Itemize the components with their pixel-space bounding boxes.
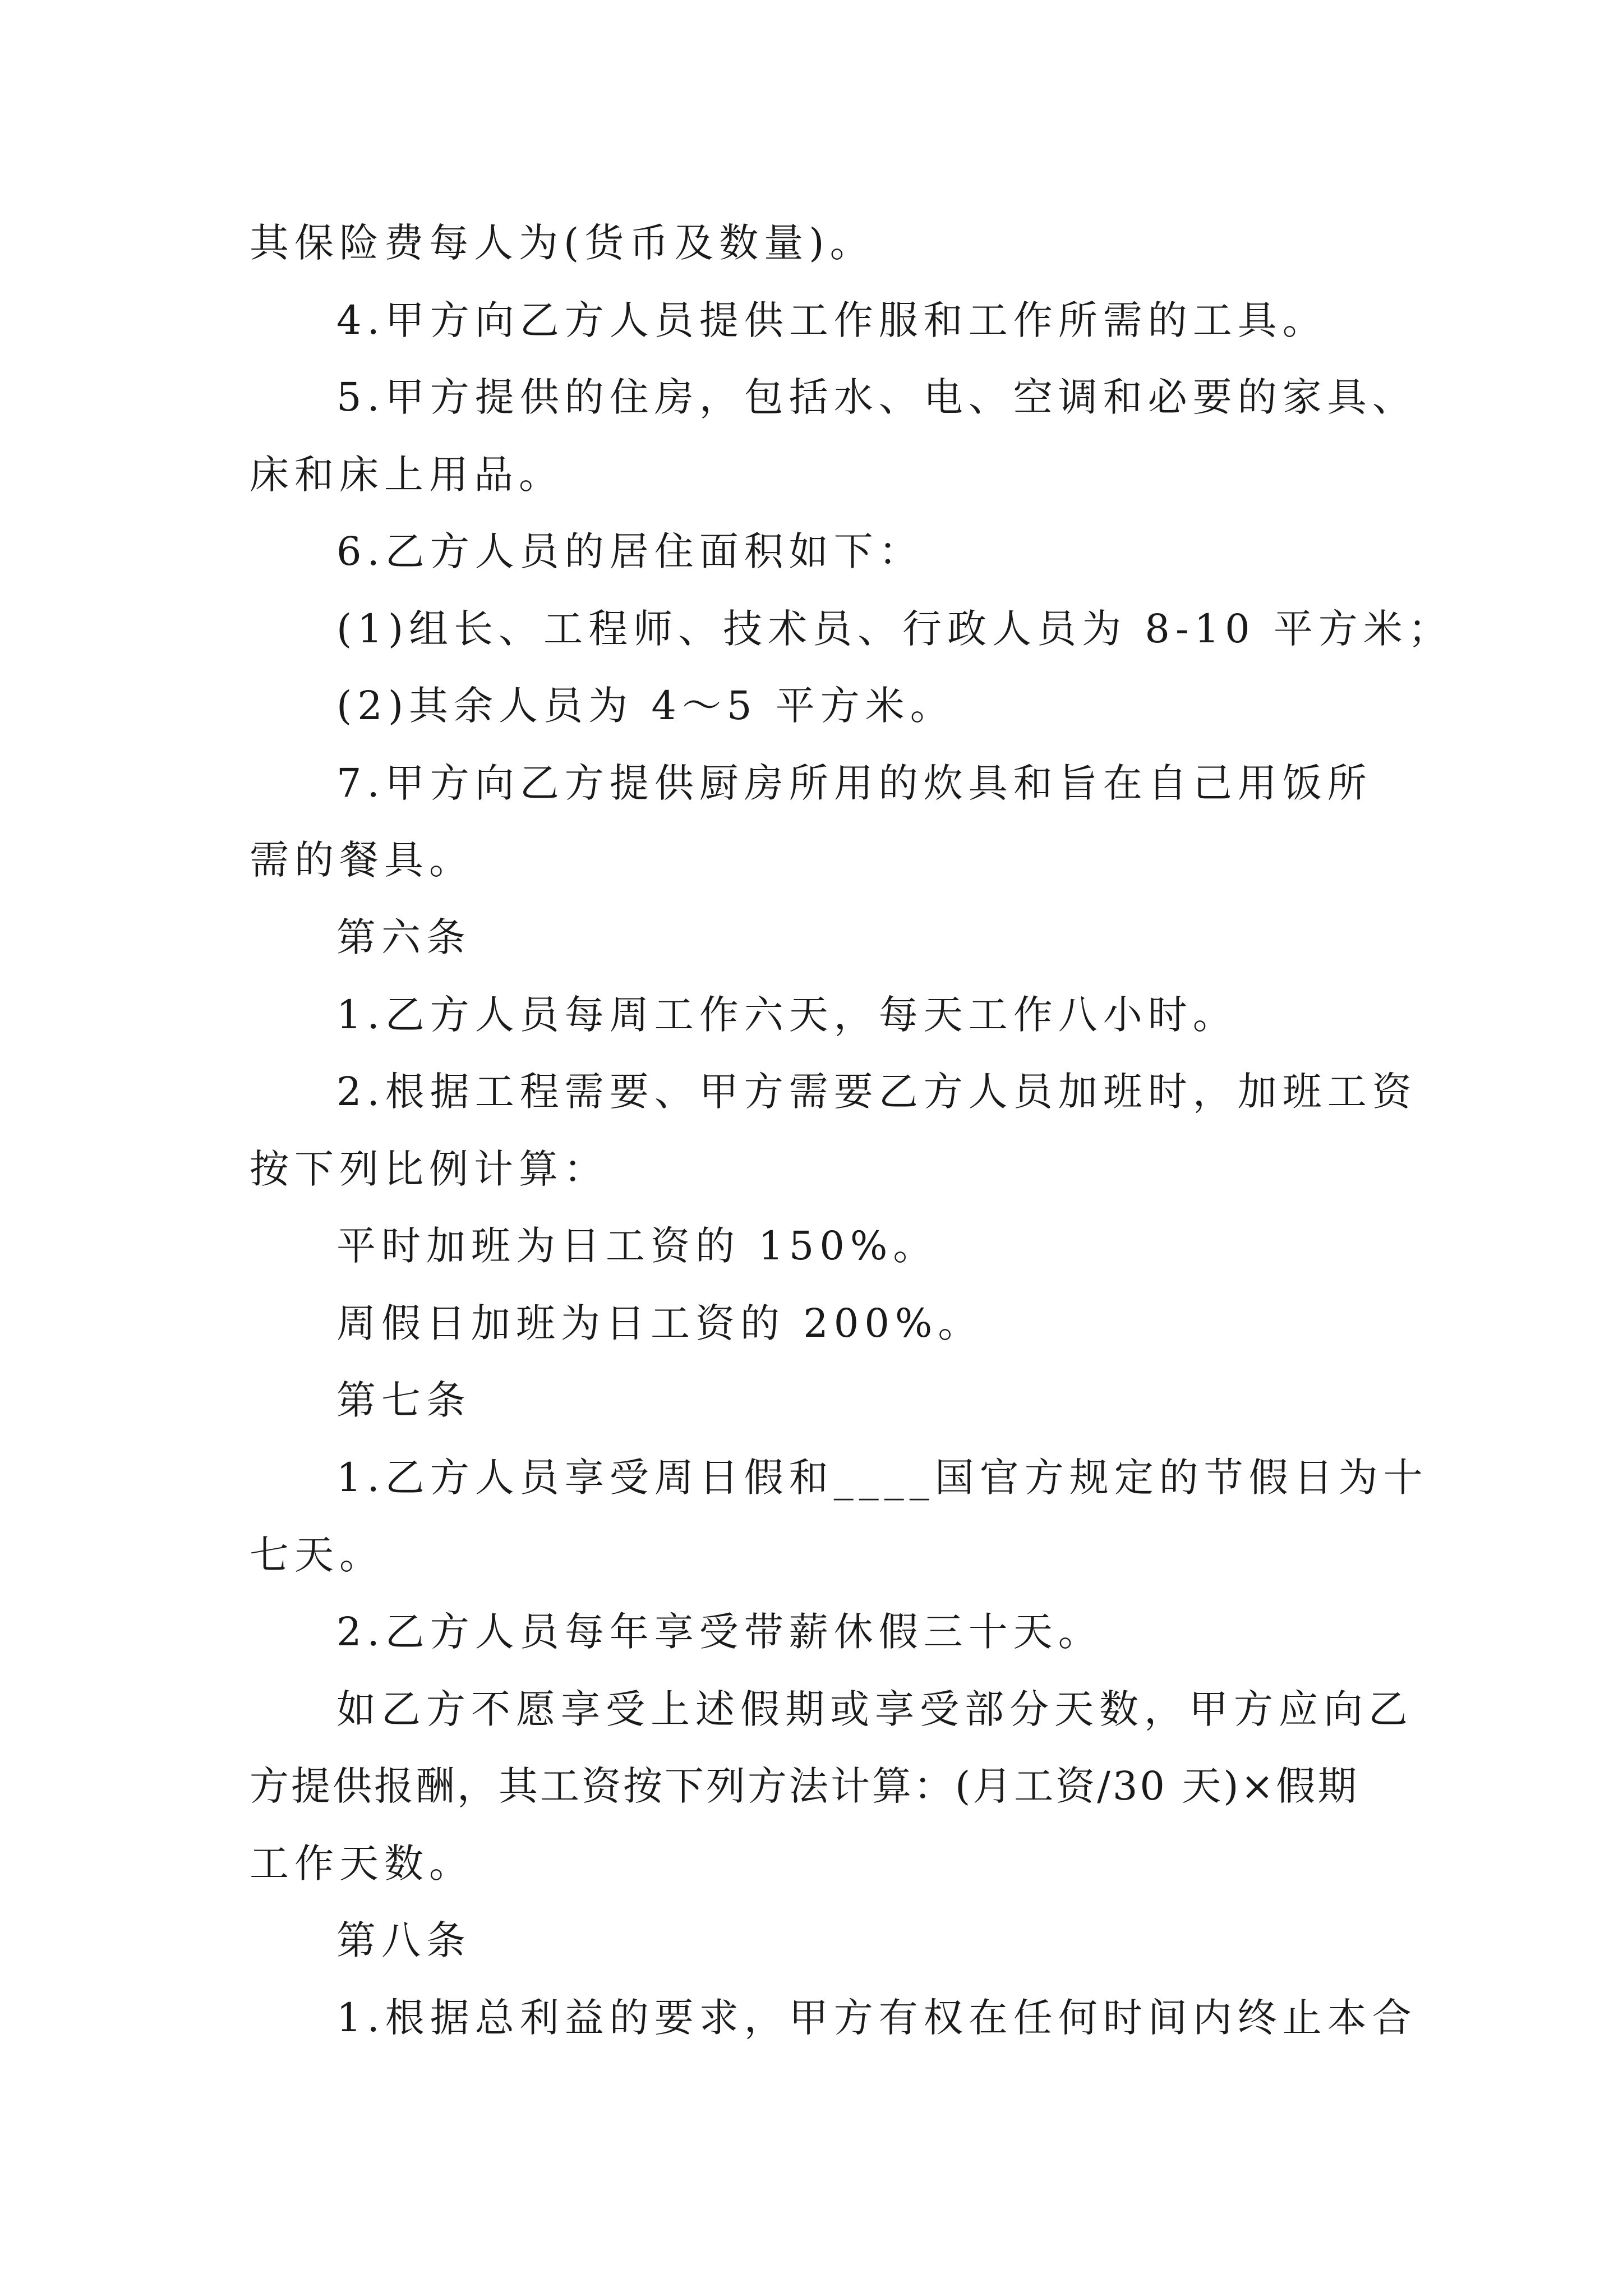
section-heading-8: 第八条 bbox=[336, 1917, 471, 1963]
line-14: 平时加班为日工资的 150%。 bbox=[336, 1223, 938, 1269]
line-22: 工作天数。 bbox=[250, 1841, 474, 1887]
line-9: 需的餐具。 bbox=[250, 837, 474, 883]
line-11: 1.乙方人员每周工作六天，每天工作八小时。 bbox=[336, 992, 1238, 1038]
section-heading-7: 第七条 bbox=[336, 1377, 471, 1423]
line-2: 4.甲方向乙方人员提供工作服和工作所需的工具。 bbox=[336, 297, 1327, 343]
line-17: 1.乙方人员享受周日假和____国官方规定的节假日为十 bbox=[336, 1455, 1428, 1501]
section-heading-6: 第六条 bbox=[336, 914, 471, 960]
line-7: (2)其余人员为 4～5 平方米。 bbox=[336, 683, 955, 729]
line-18: 七天。 bbox=[250, 1532, 384, 1578]
line-5: 6.乙方人员的居住面积如下： bbox=[336, 528, 924, 574]
line-12: 2.根据工程需要、甲方需要乙方人员加班时，加班工资 bbox=[336, 1069, 1417, 1115]
line-1: 其保险费每人为(货币及数量)。 bbox=[250, 220, 875, 266]
line-19: 2.乙方人员每年享受带薪休假三十天。 bbox=[336, 1609, 1103, 1655]
line-3: 5.甲方提供的住房，包括水、电、空调和必要的家具、 bbox=[336, 374, 1417, 420]
line-8: 7.甲方向乙方提供厨房所用的炊具和旨在自己用饭所 bbox=[336, 760, 1372, 806]
line-21: 方提供报酬，其工资按下列方法计算：(月工资/30 天)×假期 bbox=[250, 1763, 1359, 1809]
line-4: 床和床上用品。 bbox=[250, 452, 564, 498]
line-15: 周假日加班为日工资的 200%。 bbox=[336, 1300, 983, 1346]
line-13: 按下列比例计算： bbox=[250, 1146, 608, 1192]
line-20: 如乙方不愿享受上述假期或享受部分天数，甲方应向乙 bbox=[336, 1686, 1413, 1732]
line-6: (1)组长、工程师、技术员、行政人员为 8-10 平方米； bbox=[336, 606, 1453, 652]
line-24: 1.根据总利益的要求，甲方有权在任何时间内终止本合 bbox=[336, 1995, 1417, 2041]
